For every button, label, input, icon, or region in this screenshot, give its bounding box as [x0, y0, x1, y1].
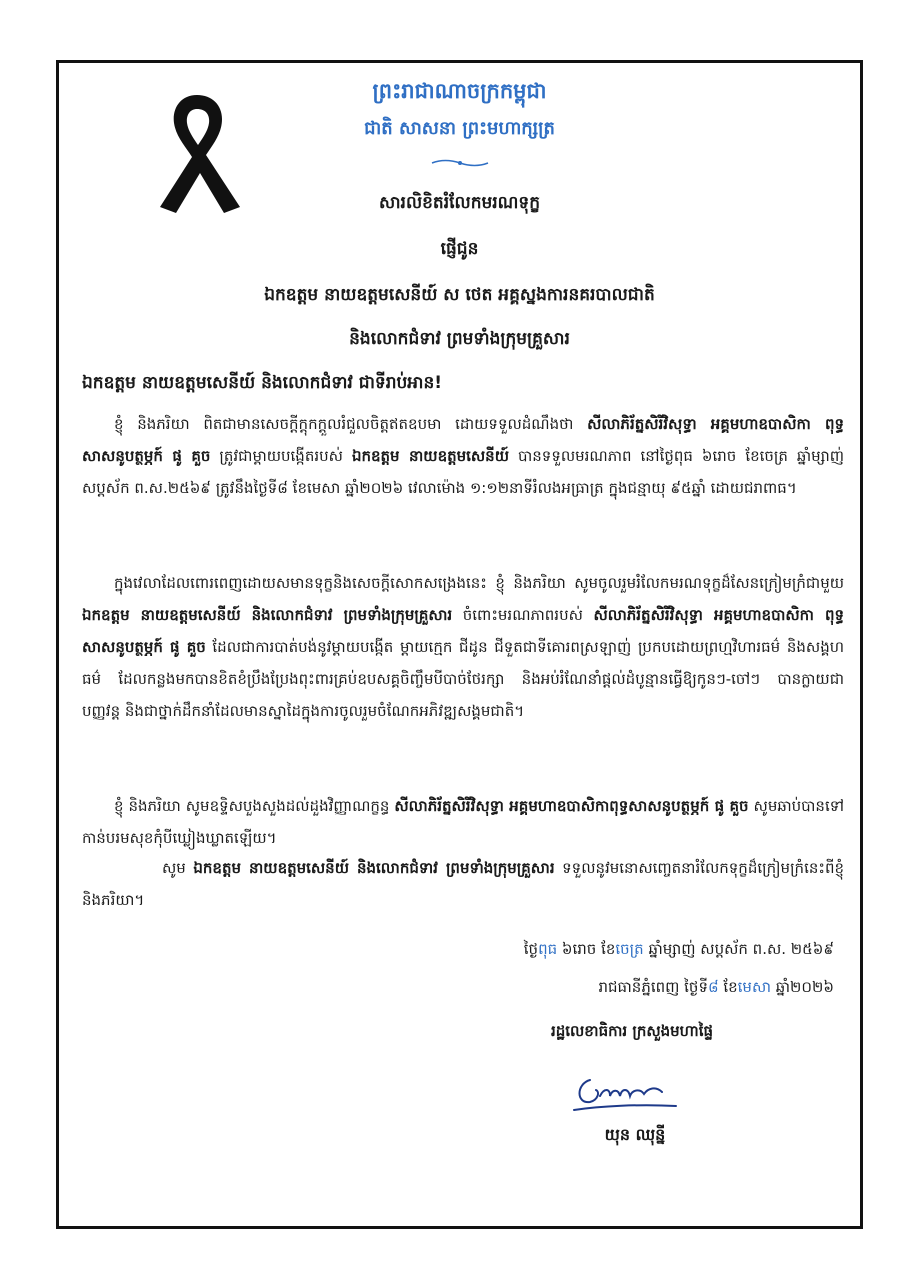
p1-recipient-title: ឯកឧត្តម នាយឧត្តមសេនីយ៍ — [351, 447, 509, 465]
kingdom-header: ព្រះរាជាណាចក្រកម្ពុជា — [372, 79, 547, 103]
signer-name: យុន ឈុន្នី — [604, 1125, 666, 1144]
date-day-prefix: ថ្ងៃ — [523, 940, 539, 958]
p1-text-e: បានទទួលមរណភាព នៅថ្ងៃពុធ ៦រោច ខែចេត្រ ឆ្នាំម្សាញ់ សប្តស័ក ព.ស.២៥៦៩ ត្រូវនឹងថ្ងៃទី៨ ខែមេសា ឆ្នាំ២០២៦ វេលាម៉ោង ១:១២នាទីរំលងអធ្រាត្រ ក្នុងជន្មាយុ ៩៥ឆ្នាំ ដោយជរាពាធ។ — [82, 447, 844, 497]
date-solar-month: មេសា — [737, 978, 771, 996]
salutation: ឯកឧត្តម នាយឧត្តមសេនីយ៍ និងលោកជំទាវ ជាទីរាប់អាន! — [82, 373, 443, 393]
p2-text-a: ក្នុងវេលាដែលពោរពេញដោយសមានទុក្ខនិងសេចក្តីសោកសង្រេងនេះ ខ្ញុំ និងភរិយា សូមចូលរួមរំលែកមរណទុក្ខដ៏សែនក្រៀមក្រំជាមួយ — [114, 574, 844, 592]
recipient-line-2: និងលោកជំទាវ ព្រមទាំងក្រុមគ្រួសារ — [349, 329, 570, 349]
paragraph-3 — [82, 790, 844, 854]
p3-text-a: ខ្ញុំ និងភរិយា សូមឧទ្ទិសបួងសួងដល់ដួងវិញ្ញាណក្ខន្ធ — [114, 797, 395, 815]
to-label: ផ្ញើជូន — [440, 239, 479, 259]
p1-text-c: ត្រូវជាម្តាយបង្កើតរបស់ — [210, 447, 352, 465]
date-weekday: ពុធ — [538, 940, 558, 958]
p1-text-a: ខ្ញុំ និងភរិយា ពិតជាមានសេចក្តីក្តុកក្តួលរំជួលចិត្តឥតឧបមា ដោយទទួលដំណឹងថា — [114, 415, 588, 433]
recipient-line-1: ឯកឧត្តម នាយឧត្តមសេនីយ៍ ស ថេត អគ្គស្នងការនគរបាលជាតិ — [264, 285, 655, 305]
solar-date-line — [524, 968, 834, 1006]
signer-title: រដ្ឋលេខាធិការ ក្រសួងមហាផ្ទៃ — [550, 1022, 714, 1040]
date-lunar-month: ចេត្រ — [615, 940, 644, 958]
p3-text-c: សូមឆាប់បានទៅកាន់បរមសុខកុំបីឃ្លៀងឃ្លាតឡើយ។ — [82, 797, 844, 847]
paragraph-2 — [82, 567, 844, 727]
p2-text-c: ចំពោះមរណភាពរបស់ — [452, 606, 594, 624]
p3-deceased-name: សីលាភិរ័ត្នសិរីវិសុទ្ធា អគ្គមហាឧបាសិកាពុទ្ធសាសនូបត្ថម្ភក៍ ផូ គួច — [394, 797, 749, 815]
handwritten-signature — [570, 1066, 680, 1118]
p1-deceased-name: សីលាភិរ័ត្នសិរីវិសុទ្ធា អគ្គមហាឧបាសិកា ពុទ្ធសាសនូបត្ថម្ភក៍ ផូ គួច — [82, 415, 844, 465]
paragraph-1 — [82, 408, 844, 504]
date-day-number: ៨ — [707, 978, 719, 996]
p2-text-e: ដែលជាការបាត់បង់នូវម្តាយបង្កើត ម្តាយក្មេក ជីដូន ជីទួតជាទីគោរពស្រឡាញ់ ប្រកបដោយព្រហ្មវិហារធម៌ និងសង្គហធម៌ ដែលកន្លងមកបានខិតខំប្រឹងប្រែងពុះពារគ្រប់ឧបសគ្គចិញ្ចឹមបីបាច់ថែរក្សា និងអប់រំណែនាំផ្តល់ដំបូន្មានធ្វើឱ្យកូនៗ-ចៅៗ បានក្លាយជាបញ្ញវន្ត និងជាថ្នាក់ដឹកនាំដែលមានស្នាដៃក្នុងការចូលរួមចំណែកអភិវឌ្ឍសង្គមជាតិ។ — [82, 638, 844, 720]
p2-recipients: ឯកឧត្តម នាយឧត្តមសេនីយ៍ និងលោកជំទាវ ព្រមទាំងក្រុមគ្រួសារ — [82, 606, 453, 624]
p2-deceased-name: សីលាភិរ័ត្នសិរីវិសុទ្ធា អគ្គមហាឧបាសិកា ពុទ្ធសាសនូបត្ថម្ភក៍ ផូ គួច — [82, 606, 844, 656]
date-month-prefix-2: ខែ — [718, 978, 738, 996]
date-place: រាជធានីភ្នំពេញ ថ្ងៃទី — [598, 978, 708, 996]
date-solar-year: ឆ្នាំ២០២៦ — [771, 978, 834, 996]
letter-title: សារលិខិតរំលែកមរណទុក្ខ — [378, 193, 541, 213]
p4-text-c: ទទួលនូវមនោសញ្ចេតនារំលែកទុក្ខដ៏ក្រៀមក្រំនេះពីខ្ញុំ និងភរិយា។ — [82, 859, 844, 909]
date-lunar-day: ៦រោច — [557, 940, 602, 958]
national-motto: ជាតិ សាសនា ព្រះមហាក្សត្រ — [364, 118, 555, 139]
lunar-date-line — [524, 930, 834, 968]
paragraph-4 — [82, 852, 844, 916]
date-lunar-year: ឆ្នាំម្សាញ់ សប្តស័ក ព.ស. ២៥៦៩ — [643, 940, 834, 958]
decorative-divider-icon — [430, 157, 490, 169]
date-block — [524, 930, 834, 1006]
date-month-prefix: ខែ — [601, 940, 616, 958]
p4-recipients: ឯកឧត្តម នាយឧត្តមសេនីយ៍ និងលោកជំទាវ ព្រមទាំងក្រុមគ្រួសារ — [193, 859, 555, 877]
p4-text-a: សូម — [162, 859, 194, 877]
